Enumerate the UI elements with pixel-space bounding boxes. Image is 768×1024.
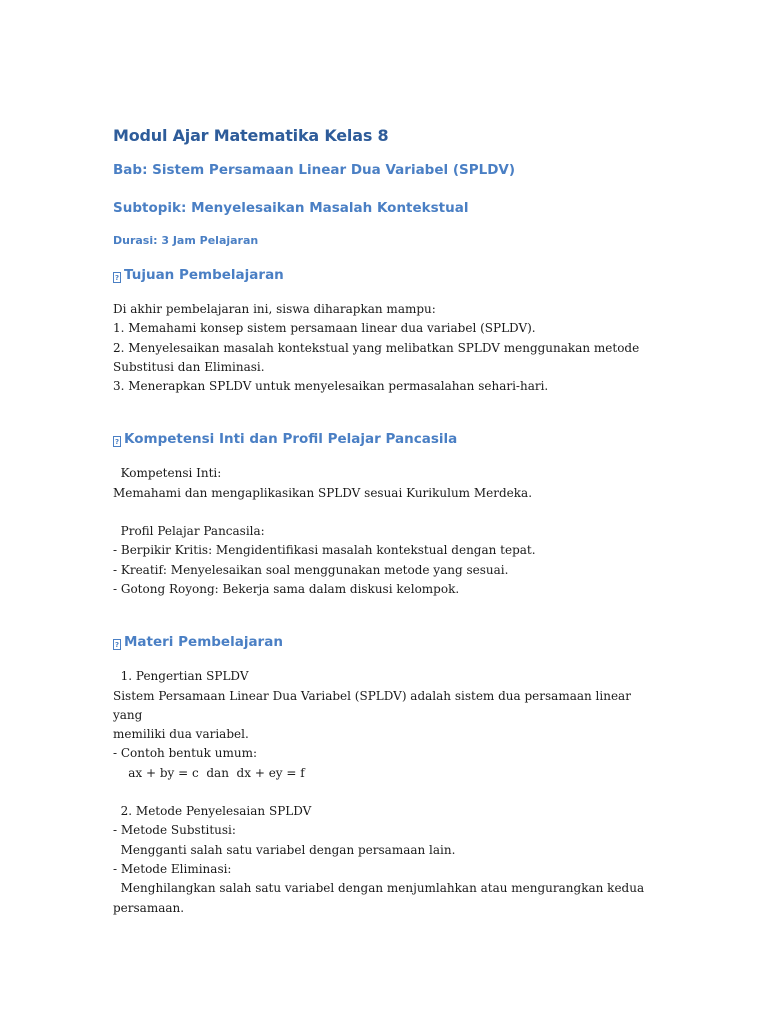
material-heading (113, 632, 653, 652)
material-heading-text: Materi Pembelajaran (124, 634, 283, 651)
document-title: Modul Ajar Matematika Kelas 8 (113, 126, 389, 145)
missing-glyph-icon: ? (114, 274, 120, 282)
objectives-heading-text: Tujuan Pembelajaran (124, 267, 284, 283)
chapter-heading: Bab: Sistem Persamaan Linear Dua Variabel (SPLDV) (113, 162, 516, 178)
document-content (113, 124, 653, 918)
missing-glyph-icon: ? (114, 641, 120, 650)
methods-text: 2. Metode Penyelesaian SPLDV - Metode Substitusi: Mengganti salah satu variabel dengan persamaan lain. - Metode Eliminasi: Menghilangkan salah satu variabel dengan menjumlahkan atau mengurangkan kedua persamaan. (113, 804, 645, 915)
objectives-text: Di akhir pembelajaran ini, siswa diharapkan mampu: 1. Memahami konsep sistem persamaan linear dua variabel (SPLDV). 2. Menyelesaikan masalah kontekstual yang melibatkan SPLDV menggunakan metode Substitusi dan Eliminasi. 3. Menerapkan SPLDV untuk menyelesaikan permasalahan sehari-hari. (113, 302, 640, 394)
missing-glyph-icon: ? (114, 438, 120, 447)
competence-heading (113, 429, 653, 449)
competence-heading-text: Kompetensi Inti dan Profil Pelajar Pancasila (124, 431, 458, 448)
subtopic-heading: Subtopik: Menyelesaikan Masalah Kontekstual (113, 200, 469, 216)
objectives-heading (113, 265, 653, 285)
core-competence-text: Kompetensi Inti: Memahami dan mengaplikasikan SPLDV sesuai Kurikulum Merdeka. (113, 466, 533, 500)
definition-text: 1. Pengertian SPLDV Sistem Persamaan Linear Dua Variabel (SPLDV) adalah sistem dua persamaan linear yang memiliki dua variabel. - Contoh bentuk umum: ax + by = c dan dx + ey = f (113, 669, 631, 780)
duration-heading: Durasi: 3 Jam Pelajaran (113, 234, 259, 247)
student-profile-text: Profil Pelajar Pancasila: - Berpikir Kritis: Mengidentifikasi masalah kontekstual dengan tepat. - Kreatif: Menyelesaikan soal menggunakan metode yang sesuai. - Gotong Royong: Bekerja sama dalam diskusi kelompok. (113, 524, 536, 596)
